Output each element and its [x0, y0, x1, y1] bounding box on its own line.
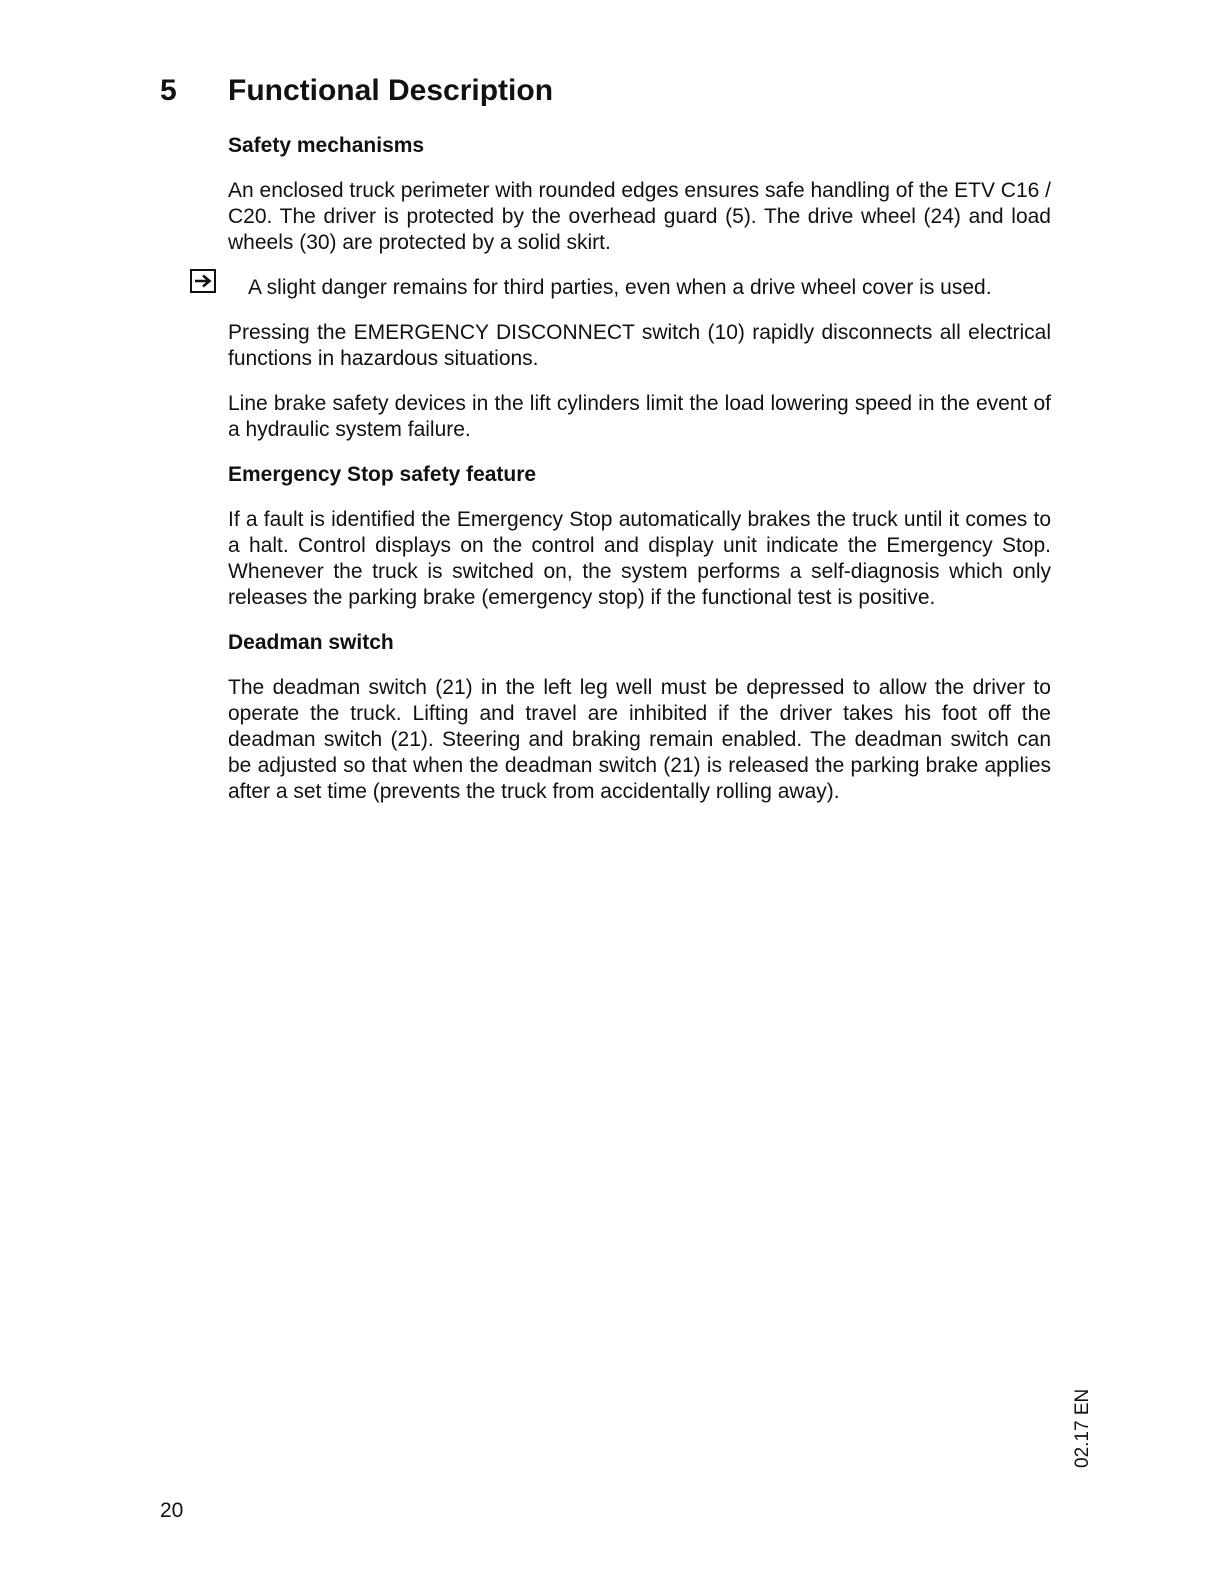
note-block — [248, 275, 1051, 301]
chapter-title: Functional Description — [228, 74, 554, 107]
emergency-stop-paragraph: If a fault is identified the Emergency Stop automatically brakes the truck until it comes to a halt. Control displays on the control and display unit indicate the Emergency Stop. Whenever the truck is switched on, the system performs a self-diagnosis which only releases the parking brake (emergency stop) if the functional test is positive. — [228, 508, 1051, 609]
deadman-switch-heading: Deadman switch — [228, 631, 394, 654]
safety-mechanisms-heading: Safety mechanisms — [228, 134, 425, 157]
arrow-right-icon — [190, 269, 216, 293]
document-code: 02.17 EN — [1072, 1388, 1093, 1468]
safety-paragraph-2: Pressing the EMERGENCY DISCONNECT switch (10) rapidly disconnects all electrical functions in hazardous situations. — [228, 321, 1051, 370]
safety-paragraph-1: An enclosed truck perimeter with rounded edges ensures safe handling of the ETV C16 / C20. The driver is protected by the overhead guard (5). The drive wheel (24) and load wheels (30) are protected by a solid skirt. — [228, 179, 1051, 254]
deadman-switch-paragraph: The deadman switch (21) in the left leg well must be depressed to allow the driver to operate the truck. Lifting and travel are inhibited if the driver takes his foot off the deadman switch (21). Steering and braking remain enabled. The deadman switch can be adjusted so that when the deadman switch (21) is released the parking brake applies after a set time (prevents the truck from accidentally rolling away). — [228, 676, 1051, 803]
note-text: A slight danger remains for third parties, even when a drive wheel cover is used. — [248, 276, 992, 299]
page-number: 20 — [160, 1499, 184, 1522]
safety-paragraph-3: Line brake safety devices in the lift cylinders limit the load lowering speed in the event of a hydraulic system failure. — [228, 392, 1051, 441]
page-content — [228, 133, 1051, 824]
emergency-stop-heading: Emergency Stop safety feature — [228, 463, 537, 486]
chapter-number: 5 — [160, 74, 177, 107]
